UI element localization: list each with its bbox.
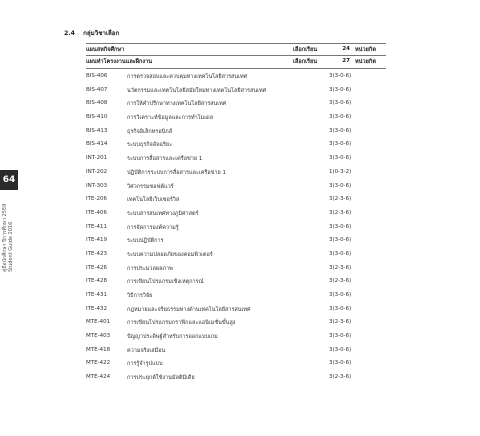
course-row: [86, 330, 386, 344]
course-code: ITE-431: [86, 292, 107, 298]
section-heading: [64, 28, 119, 38]
course-row: [86, 371, 386, 385]
course-code: BIS-413: [86, 127, 108, 134]
sidebar-caption-thai: คู่มือนักศึกษา ปีการศึกษา 2559: [2, 203, 8, 272]
course-row: [86, 180, 386, 194]
course-title: นวัตกรรมและเทคโนโลยีสมัยใหม่ทางเทคโนโลยีสารสนเทศ: [127, 87, 267, 94]
header-top-rule: [86, 43, 386, 44]
course-row: [86, 303, 386, 317]
course-code: MTE-403: [86, 333, 111, 340]
course-code: MTE-401: [86, 319, 111, 326]
group-unit: หน่วยกิต: [355, 59, 376, 65]
group-row-project: [86, 58, 386, 68]
course-credits: 3(3-0-6): [329, 114, 352, 121]
course-row: [86, 221, 386, 235]
course-row: [86, 262, 386, 276]
header-bottom-rule: [86, 68, 386, 69]
course-code: BIS-414: [86, 141, 108, 148]
section-title: กลุ่มวิชาเลือก: [83, 30, 120, 37]
group-credits: 24: [342, 46, 350, 52]
course-title: ระบบการสื่อสารและเครือข่าย 1: [127, 156, 203, 163]
course-credits: 3(3-0-6): [329, 223, 352, 230]
course-title: ปฏิบัติการระบบการสื่อสารและเครือข่าย 1: [127, 169, 226, 176]
course-row: [86, 234, 386, 248]
course-credits: 3(3-0-6): [329, 333, 352, 340]
course-credits: 3(3-0-6): [329, 155, 352, 162]
course-table: [86, 70, 386, 385]
course-title: การเขียนโปรแกรมเชิงเหตุการณ์: [127, 279, 204, 286]
course-credits: 3(3-0-6): [329, 360, 352, 367]
course-code: ITE-423: [86, 250, 107, 257]
course-row: [86, 70, 386, 84]
course-row: [86, 97, 386, 111]
course-row: [86, 125, 386, 139]
course-row: [86, 166, 386, 180]
course-row: [86, 138, 386, 152]
course-title: ระบบปฏิบัติการ: [127, 238, 164, 245]
course-title: ระบบสารสนเทศทางภูมิศาสตร์: [127, 210, 199, 217]
course-code: ITE-406: [86, 209, 107, 216]
course-title: วิธีการวิจัย: [127, 293, 153, 299]
course-row: [86, 152, 386, 166]
course-credits: 3(2-3-6): [329, 374, 352, 381]
course-code: INT-201: [86, 155, 108, 162]
sidebar-caption-english: Student Guide 2016: [8, 221, 14, 272]
course-credits: 3(3-0-6): [329, 86, 352, 93]
course-title: การเขียนโปรแกรมกราฟิกและแอนิเมชั่นขั้นสูง: [127, 320, 236, 327]
course-title: การจัดการองค์ความรู้: [127, 224, 179, 231]
course-row: [86, 248, 386, 262]
course-code: ITE-432: [86, 305, 107, 312]
course-credits: 3(3-0-6): [329, 305, 352, 312]
course-code: INT-202: [86, 168, 108, 175]
course-credits: 3(3-0-6): [329, 73, 352, 79]
group-label: แผนสหกิจศึกษา: [86, 47, 125, 53]
course-row: [86, 193, 386, 207]
course-row: [86, 289, 386, 303]
course-title: ความจริงเสมือน: [127, 347, 166, 354]
course-credits: 3(3-0-6): [329, 182, 352, 189]
course-code: INT-303: [86, 182, 108, 189]
course-credits: 3(3-0-6): [329, 100, 352, 107]
page-number-tab: 64: [0, 170, 18, 190]
course-title: เทคโนโลยีเว็บเซอร์วิส: [127, 197, 180, 204]
course-title: ระบบธุรกิจอัจฉริยะ: [127, 142, 173, 149]
course-row: [86, 111, 386, 125]
course-code: BIS-410: [86, 114, 108, 121]
course-credits: 3(3-0-6): [329, 250, 352, 257]
course-credits: 3(2-3-6): [329, 278, 352, 285]
course-credits: 3(2-3-6): [329, 264, 352, 271]
course-credits: 3(3-0-6): [329, 237, 352, 244]
course-code: MTE-422: [86, 360, 111, 367]
course-code: ITE-419: [86, 237, 107, 244]
course-credits: 3(2-3-6): [329, 196, 352, 203]
group-label: แผนทำโครงงานและฝึกงาน: [86, 59, 153, 65]
course-code: BIS-407: [86, 86, 108, 93]
group-unit: หน่วยกิต: [355, 47, 376, 53]
course-title: ปัญญาประดิษฐ์สำหรับการออกแบบเกม: [127, 334, 218, 341]
course-title: การให้คำปรึกษาทางเทคโนโลยีสารสนเทศ: [127, 101, 227, 108]
course-title: วิศวกรรมซอฟต์แวร์: [127, 183, 174, 190]
course-title: การประมวลผลภาพ: [127, 265, 173, 272]
course-code: MTE-424: [86, 374, 111, 381]
group-divider-rule: [86, 55, 386, 56]
course-code: ITE-426: [86, 264, 107, 271]
course-code: BIS-406: [86, 73, 108, 79]
course-row: [86, 207, 386, 221]
course-title: การวิเคราะห์ข้อมูลและการทำโมเดล: [127, 115, 214, 122]
course-title: กฎหมายและจริยธรรมทางด้านเทคโนโลยีสารสนเทศ: [127, 306, 251, 313]
course-code: MTE-418: [86, 346, 111, 353]
course-credits: 3(2-3-6): [329, 209, 352, 216]
course-code: ITE-411: [86, 223, 107, 230]
group-mode: เลือกเรียน: [293, 47, 318, 53]
group-credits: 27: [342, 58, 350, 64]
course-title: ธุรกิจอิเล็กทรอนิกส์: [127, 128, 173, 135]
course-title: ระบบความปลอดภัยของคอมพิวเตอร์: [127, 251, 213, 258]
course-code: BIS-408: [86, 100, 108, 107]
course-credits: 3(3-0-6): [329, 141, 352, 148]
course-row: [86, 344, 386, 358]
section-number: 2.4: [64, 30, 75, 37]
course-credits: 3(2-3-6): [329, 319, 352, 326]
course-title: การตรวจสอบและควบคุมทางเทคโนโลยีสารสนเทศ: [127, 74, 248, 80]
course-title: การประยุกต์ใช้งานมัลติมีเดีย: [127, 375, 195, 382]
course-row: [86, 357, 386, 371]
course-row: [86, 275, 386, 289]
course-credits: 1(0-3-2): [329, 168, 352, 175]
course-title: การรู้จำรูปแบบ: [127, 361, 163, 368]
group-mode: เลือกเรียน: [293, 59, 318, 65]
course-code: ITE-428: [86, 278, 107, 285]
course-credits: 3(3-0-6): [329, 346, 352, 353]
course-row: [86, 84, 386, 98]
course-credits: 3(3-0-6): [329, 292, 352, 298]
course-credits: 3(3-0-6): [329, 127, 352, 134]
sidebar-caption: [2, 196, 16, 272]
course-code: ITE-206: [86, 196, 107, 203]
course-row: [86, 316, 386, 330]
